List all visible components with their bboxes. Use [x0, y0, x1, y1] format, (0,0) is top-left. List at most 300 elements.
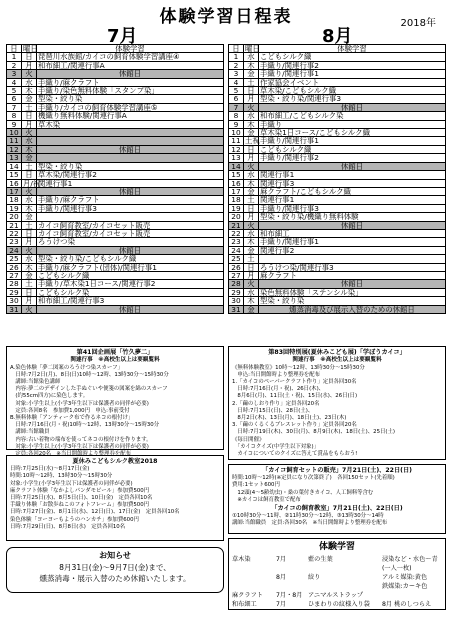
- day-cell: 17: [229, 187, 244, 195]
- calendar-row: [229, 213, 446, 221]
- day-cell: 14: [7, 162, 22, 170]
- info-line: 費用:1セット600円: [232, 482, 280, 489]
- study-cell: [308, 565, 382, 574]
- day-cell: 2: [229, 61, 244, 69]
- event-cell: 草木染: [37, 120, 224, 128]
- study-row: [232, 592, 442, 601]
- day-cell: 7: [229, 103, 244, 111]
- weekday-cell: 月: [244, 95, 259, 103]
- day-cell: 14: [229, 162, 244, 170]
- weekday-cell: 金: [22, 271, 37, 279]
- study-cell: [308, 583, 382, 592]
- study-cell: 7月・8月: [276, 591, 303, 599]
- day-cell: 8: [229, 112, 244, 120]
- info-line: 定員:各回20名 ※当日開館時より整理券を配布: [10, 450, 132, 457]
- notice-line-2: 燻蒸消毒・展示入替のため休館いたします。: [39, 574, 191, 584]
- weekday-cell: 月: [22, 238, 37, 246]
- exhibition-41-subtitle: 関連行事 ※高校生以上は要観覧料: [70, 357, 160, 364]
- calendar-row: [229, 246, 446, 254]
- info-line: 12頭(4〜5齢幼虫)・桑の葉付きカイコ、人工飼料等含む: [232, 489, 374, 496]
- event-cell: 手織り/カイコの飼育体験学習講座⑤: [37, 103, 224, 111]
- day-cell: 24: [7, 246, 22, 254]
- event-cell: 和布細工/関連行事A: [37, 61, 224, 69]
- day-cell: 21: [229, 221, 244, 229]
- calendar-row: [7, 154, 224, 162]
- day-cell: 31: [229, 305, 244, 313]
- info-line: 申込:当日開館時より整理券を配布: [232, 371, 321, 378]
- day-cell: 19: [7, 204, 22, 212]
- event-cell: 手織り/関連行事1: [259, 137, 446, 145]
- silkworm-set-box: [228, 464, 446, 534]
- day-cell: 27: [229, 271, 244, 279]
- event-cell: 手織り/関連行事3: [37, 204, 224, 212]
- day-cell: 13: [229, 154, 244, 162]
- weekday-cell: 木: [22, 145, 37, 153]
- day-cell: 18: [7, 196, 22, 204]
- special-exhibition-83-title: 第83回特別展(夏休みこども展)「学ぼうカイコ」: [268, 349, 406, 356]
- august-calendar: [228, 44, 446, 314]
- kids-silk-class-title: 夏休みこどもシルク教室2018: [72, 458, 158, 465]
- event-cell: 草木染/関連行事2: [37, 171, 224, 179]
- weekday-cell: 月: [244, 271, 259, 279]
- info-line: A.染色体験「夢二図案のろうけつ染スカーフ」: [10, 364, 123, 371]
- event-cell: 手織り/関連行事2: [259, 61, 446, 69]
- event-cell: こどもシルク織: [37, 271, 224, 279]
- exhibition-41-lines: [10, 365, 220, 458]
- calendar-row: [229, 271, 446, 279]
- info-line: 日時:7月19日(木)、30日(月)、8月9日(木)、18日(土)、25日(土): [232, 429, 395, 436]
- study-cell: (一人一枚): [382, 565, 412, 573]
- calendar-row: [7, 213, 224, 221]
- weekday-cell: 土: [244, 78, 259, 86]
- silkworm-set-lines: [232, 475, 442, 504]
- day-cell: 19: [229, 204, 244, 212]
- event-cell: 手織り: [259, 120, 446, 128]
- day-cell: 26: [7, 263, 22, 271]
- weekday-cell: 火: [244, 221, 259, 229]
- notice-line-1: 8月31日(金)〜9月7日(金)まで、: [59, 563, 171, 572]
- calendar-row: [7, 129, 224, 137]
- calendar-row: [229, 238, 446, 246]
- info-line: 8月6日(月)、11日(土・祝)、15日(水)、26日(日): [232, 393, 358, 400]
- day-cell: 12: [229, 145, 244, 153]
- study-cell: [232, 565, 276, 574]
- day-cell: 21: [7, 221, 22, 229]
- event-cell: 関連行事2: [259, 246, 446, 254]
- day-cell: 22: [229, 229, 244, 237]
- info-line: 2.「繭のしおり作り」定員各回20名: [232, 400, 320, 407]
- info-line: 日時:7月16日(月・祝)、26日(木)、: [232, 386, 325, 393]
- calendar-row: [7, 196, 224, 204]
- calendar-row: [7, 145, 224, 153]
- day-cell: 17: [7, 187, 22, 195]
- event-cell: こどもシルク染: [37, 288, 224, 296]
- event-cell: ろうけつ染: [37, 238, 224, 246]
- study-cell: 鉄媒染:カーキ色: [382, 583, 428, 590]
- weekday-cell: 日: [22, 112, 37, 120]
- study-cell: [276, 565, 308, 574]
- event-cell: 手織り/関連行事3: [259, 204, 446, 212]
- calendar-row: [7, 70, 224, 78]
- info-line: 8月2日(木)、13日(月)、18日(土)、23日(木): [232, 415, 347, 421]
- study-row: [232, 565, 442, 574]
- event-cell: 琵琶川水族館/カイコの飼育体験学習講座④: [37, 53, 224, 61]
- info-line: 対象:小学生以上(小学3年生以下は保護者の同伴が必要): [10, 400, 149, 407]
- day-cell: 6: [229, 95, 244, 103]
- day-cell: 3: [229, 70, 244, 78]
- info-line: 講師:当館職員 定員:各回30名 ※当日開館時より整理券を配布: [232, 520, 388, 527]
- info-line: ※カイコは飼育教室で配布: [232, 496, 301, 503]
- weekday-cell: 水: [22, 196, 37, 204]
- weekday-cell: 日: [244, 204, 259, 212]
- event-cell: 手織り/関連行事1: [259, 238, 446, 246]
- weekday-cell: 水: [244, 288, 259, 296]
- event-cell: こどもシルク織: [259, 145, 446, 153]
- info-line: 1.「カイコのペーパークラフト作り」定員各回30名: [232, 379, 357, 386]
- weekday-cell: 金: [244, 70, 259, 78]
- event-cell: 休館日: [37, 246, 224, 254]
- study-cell: 絞り: [308, 574, 321, 582]
- calendar-row: [229, 171, 446, 179]
- weekday-cell: 木: [244, 297, 259, 305]
- event-cell: ろうけつ染/関連行事3: [259, 263, 446, 271]
- weekday-cell: 水: [22, 78, 37, 86]
- event-cell: 休館日: [37, 145, 224, 153]
- day-cell: 26: [229, 263, 244, 271]
- event-cell: 休館日: [259, 162, 446, 170]
- kids-silk-class-lines: [10, 466, 220, 531]
- info-line: 対象:小学生以上(小学3年生以下は保護者の同伴が必要): [10, 443, 149, 450]
- study-row: [232, 601, 442, 610]
- weekday-cell: 木: [22, 204, 37, 212]
- calendar-row: [7, 305, 224, 313]
- event-cell: 関連行事1: [259, 196, 446, 204]
- info-line: (約55cm四方)に染色します。: [10, 393, 89, 400]
- notice-box: [6, 547, 224, 593]
- weekday-cell: 火: [22, 187, 37, 195]
- study-cell: 浸染など・水色〜青: [382, 556, 438, 564]
- weekday-cell: 日: [22, 229, 37, 237]
- day-header: 日: [229, 45, 244, 53]
- event-cell: 休館日: [259, 103, 446, 111]
- day-cell: 16: [7, 179, 22, 187]
- calendar-row: [7, 297, 224, 305]
- study-cell: 和布細工: [232, 600, 257, 608]
- info-line: 内容:古い着物の端布を使ってネコの根付けを作ります。: [10, 436, 152, 443]
- weekday-cell: 土: [22, 280, 37, 288]
- day-cell: 25: [229, 255, 244, 263]
- study-row: [232, 556, 442, 565]
- calendar-row: [7, 137, 224, 145]
- day-cell: 9: [229, 120, 244, 128]
- info-line: 時間:10時〜12時、13時30分〜15時30分: [10, 473, 113, 480]
- day-cell: 11: [229, 137, 244, 145]
- weekday-cell: 火: [244, 162, 259, 170]
- weekday-header: 曜日: [245, 44, 260, 53]
- day-cell: 5: [7, 87, 22, 95]
- day-cell: 20: [7, 213, 22, 221]
- study-cell: 8月 桃のしつらえ: [382, 600, 432, 608]
- day-cell: 29: [7, 288, 22, 296]
- silkworm-class-lines: [232, 513, 442, 527]
- weekday-cell: 日: [244, 263, 259, 271]
- calendar-row: [7, 61, 224, 69]
- day-cell: 20: [229, 213, 244, 221]
- weekday-cell: 水: [244, 53, 259, 61]
- event-cell: 麻クラフト: [259, 271, 446, 279]
- weekday-cell: 金: [22, 213, 37, 221]
- day-cell: 2: [7, 61, 22, 69]
- event-cell: 休館日: [37, 305, 224, 313]
- event-header: 体験学習: [259, 45, 446, 53]
- event-header: 体験学習: [37, 45, 224, 53]
- info-line: 日時:7月29日(日)、8月8日(水) 定員各回10名: [10, 523, 126, 530]
- calendar-row: [229, 70, 446, 78]
- day-cell: 11: [7, 137, 22, 145]
- info-line: 対象:小学生(小学3年生以下は保護者の同伴が必要): [10, 480, 133, 487]
- event-cell: 手織り/麻クラフト(団体)/関連行事1: [37, 263, 224, 271]
- event-cell: [37, 129, 224, 137]
- event-cell: 型染・絞り染/関連行事3: [259, 95, 446, 103]
- day-cell: 23: [7, 238, 22, 246]
- weekday-cell: 水: [22, 137, 37, 145]
- weekday-cell: 火: [22, 246, 37, 254]
- weekday-cell: 金: [244, 305, 259, 313]
- study-cell: [232, 583, 276, 592]
- day-cell: 6: [7, 95, 22, 103]
- special-exhibition-83-lines: [232, 365, 442, 458]
- weekday-header: 曜日: [23, 44, 38, 53]
- day-cell: 30: [7, 297, 22, 305]
- weekday-cell: 土: [244, 255, 259, 263]
- event-cell: 休館日: [37, 187, 224, 195]
- calendar-row: [229, 154, 446, 162]
- event-cell: 和布細工: [259, 229, 446, 237]
- weekday-cell: 木: [22, 87, 37, 95]
- event-cell: 作家協会イベント: [259, 78, 446, 86]
- day-cell: 15: [229, 171, 244, 179]
- weekday-cell: 金: [244, 246, 259, 254]
- info-line: 日時:7月2日(月)、8日(日)10時〜12時、13時30分〜15時30分: [10, 371, 169, 378]
- weekday-cell: 水: [244, 112, 259, 120]
- study-cell: 7月: [276, 600, 287, 608]
- event-cell: 手織り/染色無料体験「スタンプ染」: [37, 87, 224, 95]
- event-cell: 和布細工/関連行事3: [37, 297, 224, 305]
- info-line: 講師:当館染色講師: [10, 379, 61, 386]
- calendar-row: [229, 112, 446, 120]
- event-cell: 麻クラフト/こどもシルク織: [259, 187, 446, 195]
- info-line: 麻クラフト体験「なかよしパンダモビール」参加費500円: [10, 487, 150, 494]
- july-heading: 7月: [107, 26, 138, 47]
- info-line: 講師:当館職員: [10, 429, 50, 436]
- event-cell: 手織り/麻クラフト: [37, 78, 224, 86]
- info-line: 日時:7月27日(金)、8月1日(水)、12日(日)、17日(金) 定員各回10名: [10, 509, 180, 516]
- calendar-row: [7, 171, 224, 179]
- study-cell: [276, 583, 308, 592]
- exhibition-41-title: 第41回企画展「竹久夢二」: [76, 349, 154, 356]
- july-calendar: [6, 44, 224, 314]
- weekday-cell: 月: [22, 120, 37, 128]
- day-cell: 16: [229, 179, 244, 187]
- event-cell: 関連行事1: [37, 179, 224, 187]
- info-line: 《無料体験教室》10時〜12時、13時30分〜15時30分: [232, 364, 365, 371]
- weekday-cell: 日: [244, 87, 259, 95]
- day-cell: 4: [229, 78, 244, 86]
- info-line: 《毎日開催》: [232, 436, 265, 443]
- day-cell: 4: [7, 78, 22, 86]
- silkworm-class-title: 「カイコの飼育教室」7月21日(土)、22日(日): [271, 505, 403, 512]
- info-line: 日時:7月25日(水)、8月5日(日)、10日(金) 定員各回10名: [10, 495, 153, 501]
- weekday-cell: 土: [22, 221, 37, 229]
- day-cell: 25: [7, 255, 22, 263]
- day-cell: 9: [7, 120, 22, 128]
- event-cell: [259, 255, 446, 263]
- weekday-cell: 金: [244, 129, 259, 137]
- day-cell: 27: [7, 271, 22, 279]
- weekday-cell: 火: [22, 70, 37, 78]
- info-line: 3.「繭のくるくるブレスレット作り」定員各回20名: [232, 422, 357, 429]
- event-cell: 草木染/こどもシルク織: [259, 87, 446, 95]
- weekday-cell: 土: [244, 196, 259, 204]
- info-line: 染色体験「ヨーヨーもようのハンカチ」参加費600円: [10, 516, 139, 523]
- study-row: [232, 583, 442, 592]
- weekday-cell: 日: [22, 53, 37, 61]
- day-cell: 1: [7, 53, 22, 61]
- study-cell: アルミ媒染:黄色: [382, 574, 428, 582]
- day-cell: 28: [229, 280, 244, 288]
- calendar-row: [229, 255, 446, 263]
- weekday-cell: 火: [22, 305, 37, 313]
- special-exhibition-83-box: [228, 346, 446, 460]
- notice-title: お知らせ: [99, 551, 131, 560]
- day-cell: 12: [7, 145, 22, 153]
- study-title: 体験学習: [318, 542, 355, 552]
- weekday-cell: 土: [22, 103, 37, 111]
- study-cell: 7月: [276, 556, 287, 564]
- special-exhibition-83-subtitle: 関連行事 ※高校生以上は要観覧料: [292, 357, 382, 364]
- day-cell: 23: [229, 238, 244, 246]
- day-cell: 18: [229, 196, 244, 204]
- day-cell: 10: [7, 129, 22, 137]
- calendar-row: [229, 305, 446, 313]
- calendar-row: [7, 112, 224, 120]
- event-cell: 手織り/草木染1日コース/関連行事2: [37, 280, 224, 288]
- weekday-cell: 火: [244, 280, 259, 288]
- kids-silk-class-box: [6, 455, 224, 541]
- calendar-row: [229, 95, 446, 103]
- event-cell: 関連行事1: [259, 171, 446, 179]
- day-cell: 7: [7, 103, 22, 111]
- weekday-cell: 月: [22, 61, 37, 69]
- info-line: B.無料体験「アンティーク布で作るネコの根付け」: [10, 415, 134, 421]
- study-cell: 藍の生葉: [308, 556, 333, 564]
- weekday-cell: 火: [22, 129, 37, 137]
- calendar-row: [7, 179, 224, 187]
- silkworm-set-title: 「カイコ飼育セットの販売」7月21日(土)、22日(日): [262, 467, 412, 474]
- study-row: [232, 574, 442, 583]
- study-cell: 麻クラフト: [232, 591, 263, 599]
- info-line: 定員:各回8名 参加費1,000円 申込:事前受付: [10, 407, 130, 414]
- event-cell: 燻蒸消毒及び展示入替のための休館日: [259, 305, 446, 313]
- weekday-cell: 月/祝: [23, 178, 41, 188]
- weekday-cell: 木: [244, 238, 259, 246]
- day-cell: 28: [7, 280, 22, 288]
- weekday-cell: 月: [22, 297, 37, 305]
- weekday-cell: 日: [22, 171, 37, 179]
- page-title: 体験学習日程表: [159, 7, 293, 27]
- weekday-cell: 月: [244, 154, 259, 162]
- event-cell: 和布細工/こどもシルク染: [259, 112, 446, 120]
- calendar-row: [229, 196, 446, 204]
- event-cell: 型染・絞り染: [37, 162, 224, 170]
- info-line: 手織り体験「お散歩ねこのフォトフレーム」参加費500円: [10, 502, 150, 509]
- event-cell: 草木染1日コース/こどもシルク織: [259, 129, 446, 137]
- weekday-cell: 金: [244, 187, 259, 195]
- info-line: 日時:7月25日(水)〜8月17日(金): [10, 466, 90, 473]
- day-cell: 22: [7, 229, 22, 237]
- weekday-cell: 水: [244, 229, 259, 237]
- calendar-row: [7, 238, 224, 246]
- study-cell: [232, 574, 276, 583]
- weekday-cell: 土: [22, 162, 37, 170]
- weekday-cell: 木: [244, 61, 259, 69]
- weekday-cell: 水: [244, 171, 259, 179]
- day-header: 日: [7, 45, 22, 53]
- study-cell: 草木染: [232, 556, 251, 564]
- event-cell: 型染・絞り染: [259, 297, 446, 305]
- calendar-row: [7, 255, 224, 263]
- event-cell: 手織り/関連行事2: [259, 154, 446, 162]
- weekday-cell: 金: [22, 154, 37, 162]
- study-cell: [382, 592, 442, 601]
- event-cell: 機織り無料体験/関連行事A: [37, 112, 224, 120]
- weekday-cell: 木: [244, 120, 259, 128]
- calendar-row: [7, 204, 224, 212]
- august-heading: 8月: [322, 26, 353, 47]
- info-line: 日時:7月15日(日)、28日(土)、: [232, 407, 314, 414]
- day-cell: 13: [7, 154, 22, 162]
- study-rows: [232, 556, 442, 610]
- info-line: ①10時30分〜11時、②11時30分〜12時、③13時30分〜14時: [232, 513, 384, 520]
- day-cell: 1: [229, 53, 244, 61]
- weekday-cell: 日: [244, 145, 259, 153]
- day-cell: 3: [7, 70, 22, 78]
- info-line: 時間:10時〜12時(※定員になり次第終了) 各回150セット(先着順): [232, 475, 395, 482]
- calendar-row: [229, 297, 446, 305]
- study-cell: 8月: [276, 574, 287, 582]
- day-cell: 15: [7, 171, 22, 179]
- event-cell: 染色無料体験「ステンシル染」: [259, 288, 446, 296]
- event-cell: 休館日: [37, 70, 224, 78]
- weekday-cell: 水: [22, 255, 37, 263]
- day-cell: 31: [7, 305, 22, 313]
- event-cell: 型染・絞り染: [37, 95, 224, 103]
- study-cell: ひまわりの紋様入り袋: [308, 600, 370, 608]
- day-cell: 29: [229, 288, 244, 296]
- day-cell: 30: [229, 297, 244, 305]
- event-cell: 手織り/麻クラフト: [37, 196, 224, 204]
- weekday-cell: 木: [22, 263, 37, 271]
- event-cell: 休館日: [259, 221, 446, 229]
- weekday-cell: 日: [22, 288, 37, 296]
- day-cell: 8: [7, 112, 22, 120]
- weekday-cell: 火: [244, 103, 259, 111]
- study-box: [228, 538, 446, 610]
- event-cell: カイコ飼育教室/カイコセット販売: [37, 221, 224, 229]
- weekday-cell: 月: [244, 213, 259, 221]
- event-cell: 手織り/関連行事1: [259, 70, 446, 78]
- info-line: カイコについてのクイズに答えて賞品をもらおう!: [232, 450, 358, 457]
